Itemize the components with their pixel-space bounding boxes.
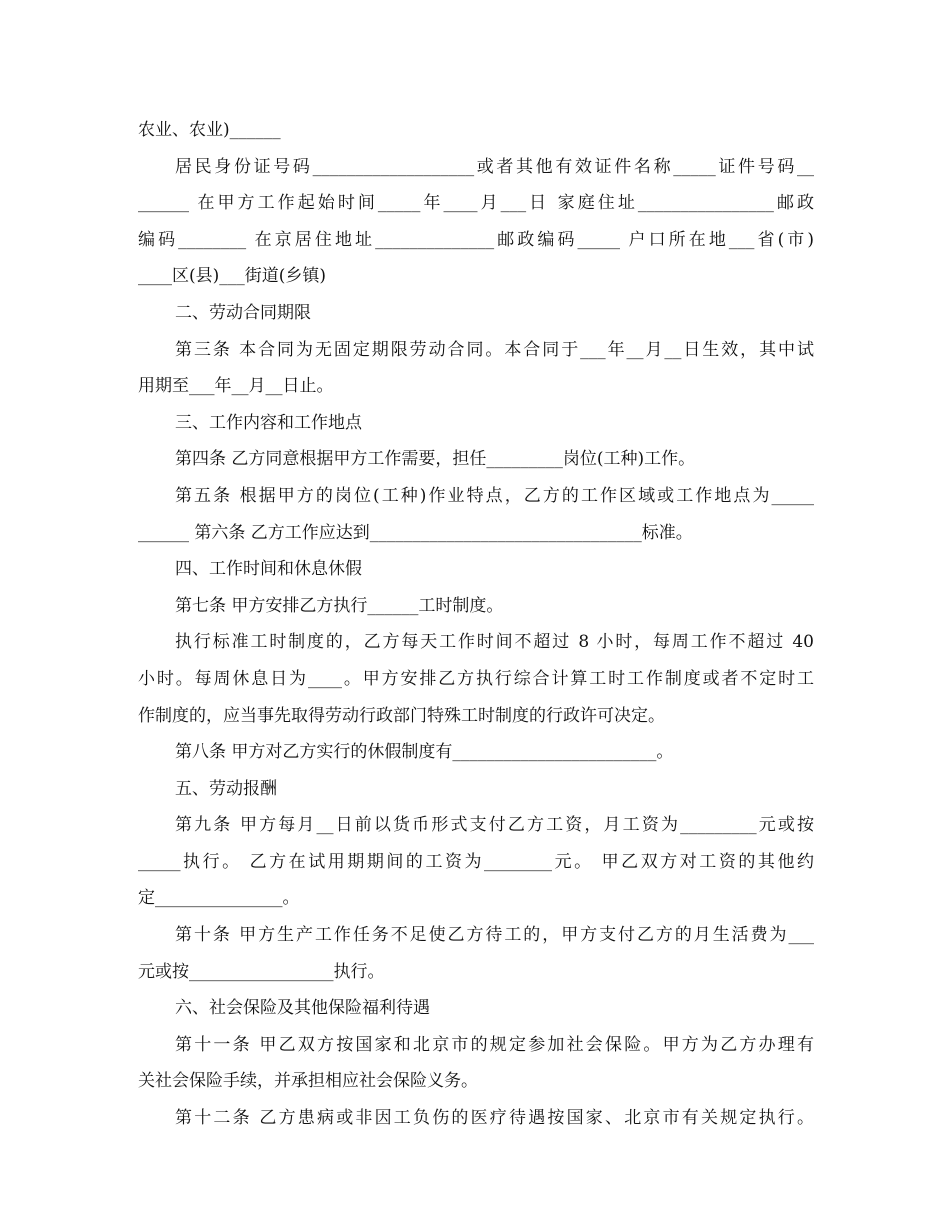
- section-heading: 四、工作时间和休息休假: [175, 559, 362, 580]
- doc-line: 第十二条 乙方患病或非因工负伤的医疗待遇按国家、北京市有关规定执行。: [175, 1108, 814, 1129]
- doc-line: ____区(县)___街道(乡镇): [138, 266, 327, 287]
- doc-line: 第十一条 甲乙双方按国家和北京市的规定参加社会保险。甲方为乙方办理有: [175, 1034, 814, 1055]
- section-heading: 二、劳动合同期限: [175, 302, 311, 323]
- section-heading: 五、劳动报酬: [175, 778, 277, 799]
- section-heading: 三、工作内容和工作地点: [175, 412, 362, 433]
- doc-line: 第五条 根据甲方的岗位(工种)作业特点，乙方的工作区域或工作地点为_____: [175, 485, 814, 506]
- doc-line: 第四条 乙方同意根据甲方工作需要，担任_________岗位(工种)工作。: [175, 449, 696, 470]
- doc-line: 小时。每周休息日为____。甲方安排乙方执行综合计算工时工作制度或者不定时工: [138, 668, 814, 689]
- doc-line: ______ 在甲方工作起始时间_____年____月___日 家庭住址________________邮政: [138, 193, 814, 214]
- section-heading: 六、社会保险及其他保险福利待遇: [175, 998, 430, 1019]
- doc-line: 居民身份证号码___________________或者其他有效证件名称_____证件号码__: [175, 156, 814, 177]
- doc-line: 执行标准工时制度的，乙方每天工作时间不超过 8 小时，每周工作不超过 40: [175, 632, 814, 653]
- doc-line: 元或按_________________执行。: [138, 961, 385, 982]
- doc-line: 关社会保险手续，并承担相应社会保险义务。: [138, 1071, 478, 1092]
- doc-line: ______ 第六条 乙方工作应达到________________________________标准。: [138, 522, 693, 543]
- doc-line: 用期至___年__月__日止。: [138, 376, 334, 397]
- doc-line: 第十条 甲方生产工作任务不足使乙方待工的，甲方支付乙方的月生活费为___: [175, 925, 814, 946]
- doc-line: 农业、农业)______: [138, 120, 281, 140]
- doc-line: 编码________ 在京居住地址______________邮政编码_____ 户口所在地___省(市): [138, 229, 814, 250]
- doc-line: 第九条 甲方每月__日前以货币形式支付乙方工资，月工资为_________元或按: [175, 815, 814, 836]
- doc-line: _____执行。 乙方在试用期期间的工资为________元。 甲乙双方对工资的其他约: [138, 851, 814, 872]
- doc-line: 第八条 甲方对乙方实行的休假制度有________________________。: [175, 742, 674, 763]
- doc-line: 第七条 甲方安排乙方执行______工时制度。: [175, 595, 504, 616]
- doc-line: 定_______________。: [138, 888, 300, 909]
- document-page: [138, 112, 814, 1137]
- doc-line: 作制度的，应当事先取得劳动行政部门特殊工时制度的行政许可决定。: [138, 705, 665, 726]
- doc-line: 第三条 本合同为无固定期限劳动合同。本合同于___年__月__日生效，其中试: [175, 339, 814, 360]
